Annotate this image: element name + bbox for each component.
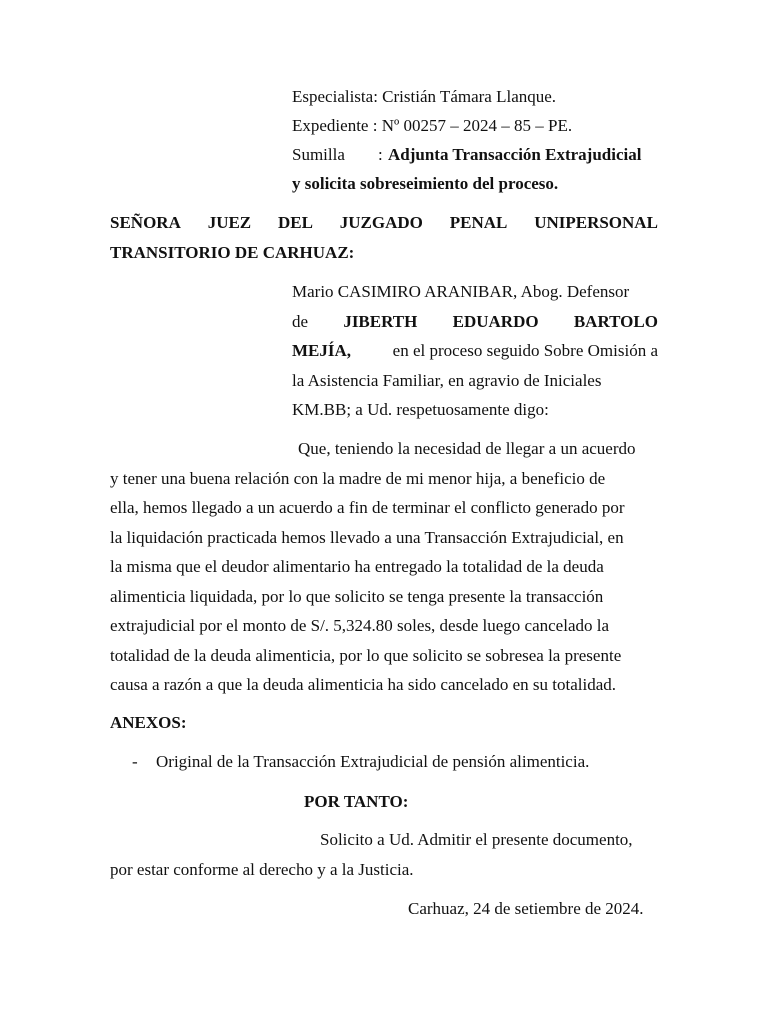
body-line: totalidad de la deuda alimenticia, por lo que solicito se sobresea la presente: [110, 646, 622, 665]
addressee-word: PENAL: [449, 213, 508, 232]
intro-line4: [292, 371, 658, 391]
intro-line3: [292, 341, 658, 361]
defendant-name-word: BARTOLO: [573, 312, 658, 331]
date-line: Carhuaz, 24 de setiembre de 2024.: [408, 899, 644, 918]
defendant-surname: MEJÍA,: [292, 341, 352, 360]
body-line: la liquidación practicada hemos llevado a una Transacción Extrajudicial, en: [110, 528, 624, 547]
sumilla-label: Sumilla: [292, 145, 345, 164]
intro-line5: KM.BB; a Ud. respetuosamente digo:: [292, 400, 549, 419]
addressee-word: UNIPERSONAL: [534, 213, 658, 232]
especialista-line: Especialista: Cristián Támara Llanque.: [292, 87, 557, 106]
por-tanto-heading: POR TANTO:: [304, 792, 409, 811]
sumilla-text-line2: y solicita sobreseimiento del proceso.: [292, 174, 559, 193]
intro-line2: [292, 312, 658, 332]
addressee-word: JUEZ: [207, 213, 252, 232]
addressee-word: SEÑORA: [110, 213, 181, 232]
defendant-name-word: JIBERTH: [343, 312, 418, 331]
anexos-item: Original de la Transacción Extrajudicial de pensión alimenticia.: [156, 752, 590, 771]
intro-text: Mario CASIMIRO ARANIBAR, Abog. Defensor: [292, 282, 630, 301]
intro-word: de: [292, 312, 309, 331]
expediente-line: Expediente : Nº 00257 – 2024 – 85 – PE.: [292, 116, 573, 135]
anexos-bullet: -: [132, 752, 138, 771]
anexos-title: ANEXOS:: [110, 713, 187, 732]
sumilla-text-line1: Adjunta Transacción Extrajudicial: [388, 145, 642, 164]
defendant-name-word: EDUARDO: [452, 312, 539, 331]
body-line: ella, hemos llegado a un acuerdo a fin de terminar el conflicto generado por: [110, 498, 625, 517]
intro-text: la Asistencia Familiar, en agravio de Iniciales: [292, 371, 602, 390]
body-line: causa a razón a que la deuda alimenticia ha sido cancelado en su totalidad.: [110, 675, 616, 694]
intro-text: en el proceso seguido Sobre Omisión a: [392, 341, 658, 360]
solicito-line1: Solicito a Ud. Admitir el presente documento,: [320, 830, 633, 849]
body-line: y tener una buena relación con la madre de mi menor hija, a beneficio de: [110, 469, 606, 488]
addressee-line1: [110, 213, 658, 233]
body-line: la misma que el deudor alimentario ha entregado la totalidad de la deuda: [110, 557, 604, 576]
body-line: Que, teniendo la necesidad de llegar a un acuerdo: [298, 439, 636, 458]
solicito-line2: por estar conforme al derecho y a la Justicia.: [110, 860, 414, 879]
addressee-word: DEL: [277, 213, 313, 232]
intro-line1: [292, 282, 658, 302]
body-line: extrajudicial por el monto de S/. 5,324.80 soles, desde luego cancelado la: [110, 616, 610, 635]
sumilla-colon: :: [378, 145, 383, 164]
body-line: alimenticia liquidada, por lo que solicito se tenga presente la transacción: [110, 587, 604, 606]
addressee-line2: TRANSITORIO DE CARHUAZ:: [110, 243, 355, 262]
addressee-word: JUZGADO: [339, 213, 423, 232]
